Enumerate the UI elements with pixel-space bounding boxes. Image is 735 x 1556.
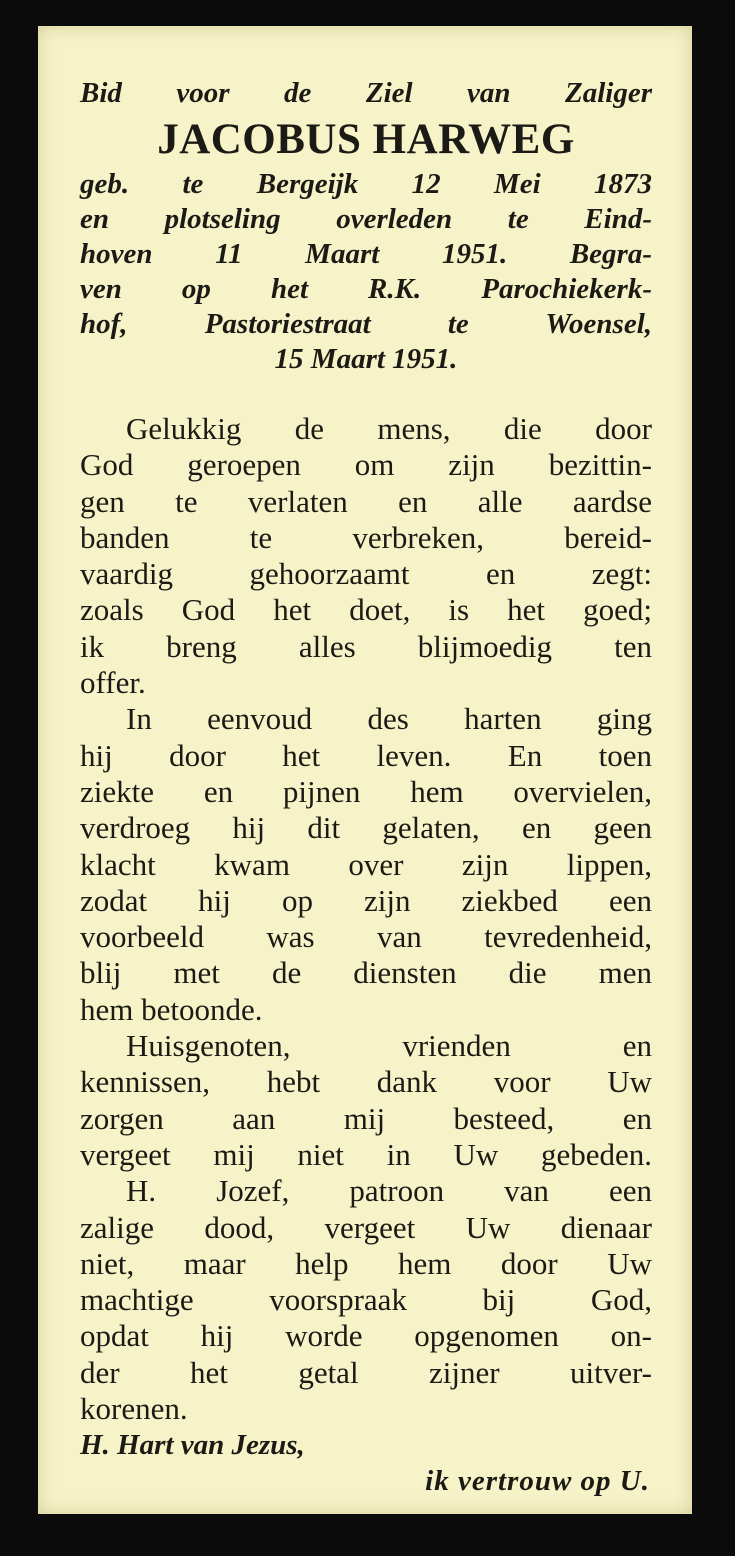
card-content	[80, 76, 652, 1499]
prayer-line: zalige dood, vergeet Uw dienaar	[80, 1209, 652, 1245]
details-line: en plotseling overleden te Eind-	[80, 203, 652, 235]
prayer-line: verdroeg hij dit gelaten, en geen	[80, 810, 652, 846]
card-heading: Bid voor de Ziel van Zaliger	[80, 77, 652, 109]
prayer-line: Gelukkig de mens, die door	[126, 411, 652, 446]
prayer-line: vergeet mij niet in Uw gebeden.	[80, 1136, 652, 1172]
prayer-line: God geroepen om zijn bezittin-	[80, 447, 652, 483]
prayer-line: niet, maar help hem door Uw	[80, 1245, 652, 1281]
closing-invocation: H. Hart van Jezus,	[80, 1429, 305, 1462]
prayer-line: H. Jozef, patroon van een	[126, 1173, 652, 1209]
details-line: hof, Pastoriestraat te Woensel,	[80, 308, 652, 340]
prayer-text	[80, 411, 652, 1427]
prayer-line: machtige voorspraak bij God,	[80, 1282, 652, 1318]
closing-trust-line: ik vertrouw op U.	[425, 1465, 650, 1498]
prayer-line: blij met de diensten die men	[80, 955, 652, 991]
details-line: hoven 11 Maart 1951. Begra-	[80, 238, 652, 270]
prayer-line: der het getal zijner uitver-	[80, 1354, 652, 1390]
prayer-line: ik breng alles blijmoedig ten	[80, 628, 652, 664]
prayer-line: zorgen aan mij besteed, en	[80, 1100, 652, 1136]
prayer-line: vaardig gehoorzaamt en zegt:	[80, 556, 652, 592]
prayer-line: hij door het leven. En toen	[80, 737, 652, 773]
prayer-line: kennissen, hebt dank voor Uw	[80, 1064, 652, 1100]
prayer-line: opdat hij worde opgenomen on-	[80, 1318, 652, 1354]
prayer-line: hem betoonde.	[80, 991, 263, 1027]
prayer-line: In eenvoud des harten ging	[126, 701, 652, 737]
prayer-line: gen te verlaten en alle aardse	[80, 483, 652, 519]
prayer-line: zodat hij op zijn ziekbed een	[80, 882, 652, 918]
birth-death-details	[80, 167, 652, 377]
prayer-line: klacht kwam over zijn lippen,	[80, 846, 652, 882]
prayer-line: ziekte en pijnen hem overvielen,	[80, 773, 652, 809]
prayer-line: korenen.	[80, 1391, 188, 1427]
details-line: geb. te Bergeijk 12 Mei 1873	[80, 168, 652, 200]
prayer-line: Huisgenoten, vrienden en	[126, 1028, 652, 1064]
prayer-line: zoals God het doet, is het goed;	[80, 592, 652, 628]
prayer-line: voorbeeld was van tevredenheid,	[80, 919, 652, 955]
prayer-line: banden te verbreken, bereid-	[80, 519, 652, 555]
details-line: ven op het R.K. Parochiekerk-	[80, 273, 652, 305]
memorial-card	[38, 26, 692, 1514]
details-line: 15 Maart 1951.	[274, 343, 458, 375]
prayer-line: offer.	[80, 665, 146, 701]
deceased-name: JACOBUS HARWEG	[157, 116, 575, 163]
